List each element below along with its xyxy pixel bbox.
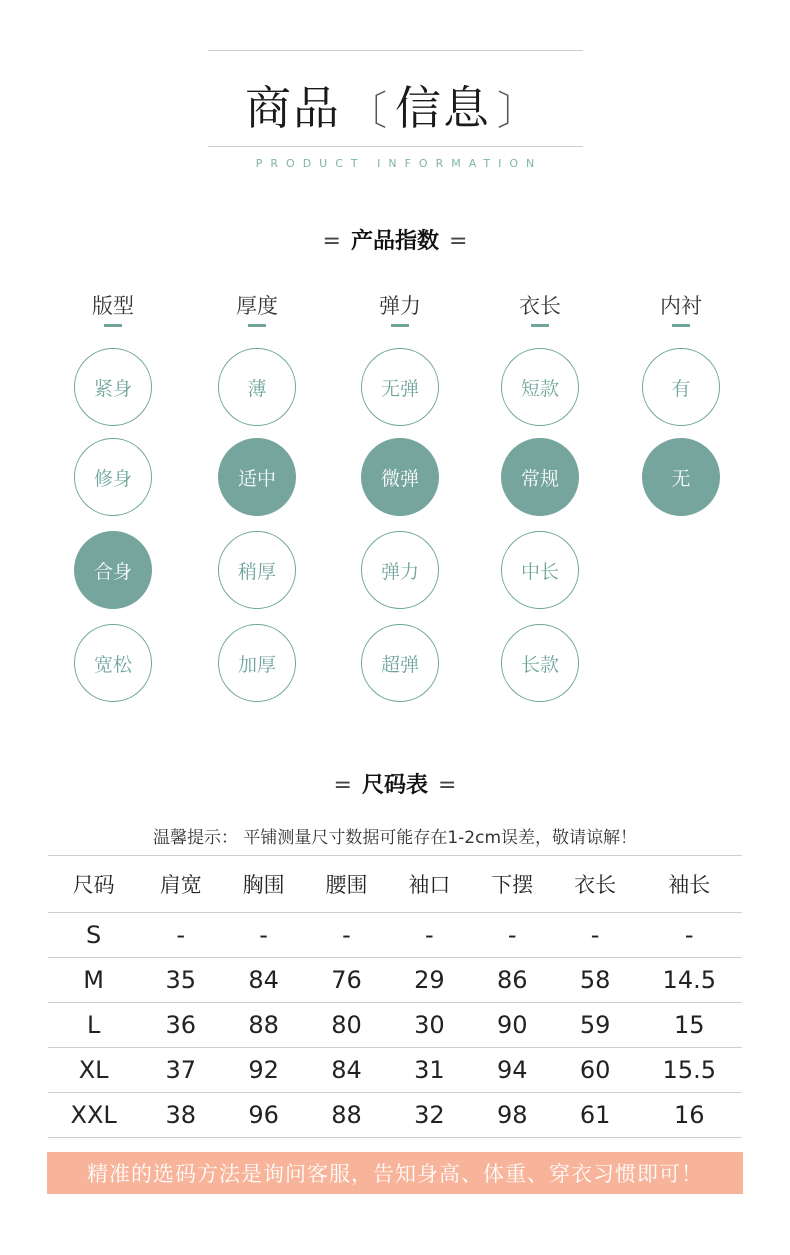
page-title [0, 72, 790, 138]
title-left: 商品 [245, 81, 341, 135]
index-option-selected: 合身 [74, 531, 152, 609]
eq-right: = [438, 773, 457, 798]
table-cell: 84 [222, 958, 305, 1003]
index-column-label: 版型 [92, 294, 134, 318]
size-table-column-header: 腰围 [305, 856, 388, 913]
index-column [355, 290, 445, 327]
table-row [48, 1003, 742, 1048]
table-cell: L [48, 1003, 139, 1048]
size-chart-title-text: 尺码表 [361, 773, 428, 798]
column-underline [531, 324, 549, 327]
index-column-label: 衣长 [519, 294, 561, 318]
table-row [48, 958, 742, 1003]
table-cell: - [637, 913, 742, 958]
size-chart-title [0, 768, 790, 799]
eq-left: = [322, 229, 341, 254]
table-cell: S [48, 913, 139, 958]
table-cell: 35 [139, 958, 222, 1003]
title-bracket-open: 〔 [347, 88, 389, 134]
table-cell: - [139, 913, 222, 958]
table-cell: 15.5 [637, 1048, 742, 1093]
size-table-column-header: 袖长 [637, 856, 742, 913]
table-cell: XL [48, 1048, 139, 1093]
index-column-label: 内衬 [660, 294, 702, 318]
index-option: 有 [642, 348, 720, 426]
index-option-selected: 无 [642, 438, 720, 516]
table-cell: 14.5 [637, 958, 742, 1003]
size-table-column-header: 袖口 [388, 856, 471, 913]
index-column [212, 290, 302, 327]
index-option: 稍厚 [218, 531, 296, 609]
table-cell: 16 [637, 1093, 742, 1138]
table-cell: 80 [305, 1003, 388, 1048]
size-table-column-header: 肩宽 [139, 856, 222, 913]
table-cell: 92 [222, 1048, 305, 1093]
size-advice-banner: 精准的选码方法是询问客服，告知身高、体重、穿衣习惯即可！ [47, 1152, 743, 1194]
table-cell: 37 [139, 1048, 222, 1093]
table-cell: XXL [48, 1093, 139, 1138]
table-cell: - [471, 913, 554, 958]
size-table-header [48, 856, 742, 913]
index-option: 薄 [218, 348, 296, 426]
title-bracket-close: 〕 [497, 88, 539, 134]
table-cell: - [388, 913, 471, 958]
index-column-label: 弹力 [379, 294, 421, 318]
index-column [636, 290, 726, 327]
header-bottom-rule [208, 146, 583, 147]
index-option: 短款 [501, 348, 579, 426]
product-index-title-text: 产品指数 [350, 229, 439, 254]
size-table-column-header: 衣长 [554, 856, 637, 913]
table-row [48, 1048, 742, 1093]
index-option: 无弹 [361, 348, 439, 426]
table-cell: 29 [388, 958, 471, 1003]
table-cell: 84 [305, 1048, 388, 1093]
table-cell: - [554, 913, 637, 958]
column-underline [391, 324, 409, 327]
table-cell: 98 [471, 1093, 554, 1138]
index-column [495, 290, 585, 327]
column-underline [104, 324, 122, 327]
page-subtitle: PRODUCT INFORMATION [255, 157, 543, 170]
index-option: 加厚 [218, 624, 296, 702]
index-column-label: 厚度 [236, 294, 278, 318]
index-column [68, 290, 158, 327]
size-table [48, 855, 742, 1138]
size-table-column-header: 下摆 [471, 856, 554, 913]
table-cell: 38 [139, 1093, 222, 1138]
index-option: 修身 [74, 438, 152, 516]
table-cell: 30 [388, 1003, 471, 1048]
eq-right: = [449, 229, 468, 254]
header-top-rule [208, 50, 583, 51]
table-row [48, 913, 742, 958]
table-cell: 60 [554, 1048, 637, 1093]
table-cell: 86 [471, 958, 554, 1003]
table-cell: 94 [471, 1048, 554, 1093]
index-option: 弹力 [361, 531, 439, 609]
product-index-title [0, 224, 790, 255]
table-cell: 96 [222, 1093, 305, 1138]
table-cell: 58 [554, 958, 637, 1003]
table-cell: - [305, 913, 388, 958]
size-table-body [48, 913, 742, 1138]
size-table-column-header: 尺码 [48, 856, 139, 913]
column-underline [672, 324, 690, 327]
index-option-selected: 适中 [218, 438, 296, 516]
measurement-tip: 温馨提示： 平铺测量尺寸数据可能存在1-2cm误差，敬请谅解！ [152, 828, 638, 848]
table-cell: 61 [554, 1093, 637, 1138]
table-cell: - [222, 913, 305, 958]
table-cell: 59 [554, 1003, 637, 1048]
table-cell: 88 [222, 1003, 305, 1048]
index-option-selected: 常规 [501, 438, 579, 516]
index-option: 紧身 [74, 348, 152, 426]
table-cell: 90 [471, 1003, 554, 1048]
table-cell: 31 [388, 1048, 471, 1093]
index-option: 中长 [501, 531, 579, 609]
index-option: 长款 [501, 624, 579, 702]
eq-left: = [333, 773, 352, 798]
index-option: 超弹 [361, 624, 439, 702]
index-option: 宽松 [74, 624, 152, 702]
table-cell: 36 [139, 1003, 222, 1048]
table-cell: 32 [388, 1093, 471, 1138]
title-right: 信息 [395, 81, 491, 135]
table-cell: 76 [305, 958, 388, 1003]
table-cell: 15 [637, 1003, 742, 1048]
index-option-selected: 微弹 [361, 438, 439, 516]
table-cell: M [48, 958, 139, 1003]
size-table-column-header: 胸围 [222, 856, 305, 913]
table-cell: 88 [305, 1093, 388, 1138]
column-underline [248, 324, 266, 327]
table-row [48, 1093, 742, 1138]
